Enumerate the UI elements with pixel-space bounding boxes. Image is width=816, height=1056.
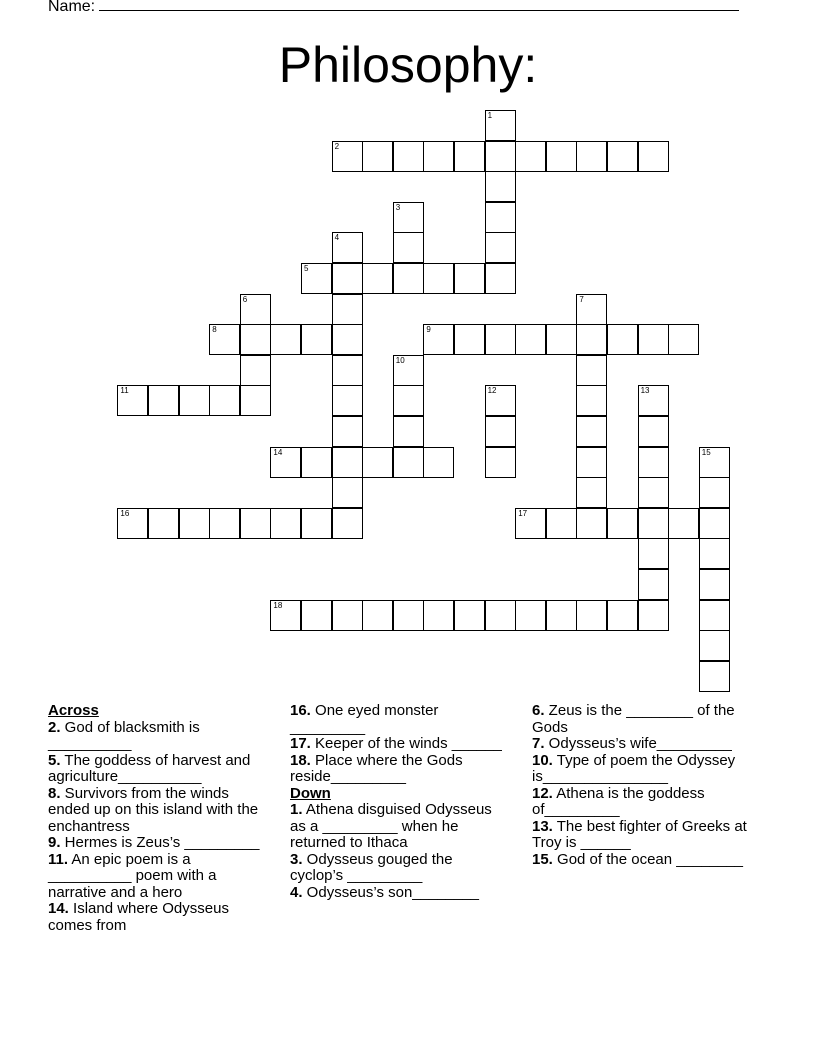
grid-cell[interactable] [332,416,363,447]
grid-cell[interactable] [485,232,516,263]
grid-cell[interactable] [332,294,363,325]
grid-cell[interactable] [638,141,669,172]
cell-number: 16 [120,508,130,518]
cell-number: 15 [701,447,711,457]
grid-cell[interactable] [240,385,271,416]
grid-cell[interactable] [485,263,516,294]
cell-number: 13 [640,386,650,396]
grid-cell[interactable] [332,385,363,416]
across-header: Across [48,702,99,719]
grid-cell[interactable] [485,447,516,478]
grid-cell[interactable] [638,416,669,447]
clue-down-15: 15. God of the ocean ________ [532,850,744,868]
grid-cell[interactable] [270,324,301,355]
clue-down-10: 10. Type of poem the Odyssey is_______________ [532,751,736,785]
grid-cell[interactable] [240,294,271,325]
grid-cell[interactable] [423,141,454,172]
grid-cell[interactable] [515,508,546,539]
cell-number: 3 [395,202,401,212]
cell-number: 14 [273,447,283,457]
grid-cell[interactable] [638,508,669,539]
grid-cell[interactable] [485,385,516,416]
grid-cell[interactable] [117,385,148,416]
grid-cell[interactable] [638,324,669,355]
grid-cell[interactable] [332,355,363,386]
clue-down-3: 3. Odysseus gouged the cyclop’s _________ [290,850,453,884]
clue-across-14: 14. Island where Odysseus comes from [48,900,229,934]
grid-cell[interactable] [546,508,577,539]
grid-cell[interactable] [485,416,516,447]
name-label: Name: [48,0,96,15]
clue-down-12: 12. Athena is the goddess of_________ [532,784,705,818]
grid-cell[interactable] [240,508,271,539]
grid-cell[interactable] [393,232,424,263]
grid-cell[interactable] [393,263,424,294]
cell-number: 9 [426,325,431,335]
clue-across-16: 16. One eyed monster _________ [290,702,439,736]
cell-number: 18 [273,600,283,610]
grid-cell[interactable] [423,263,454,294]
clue-across-8: 8. Survivors from the winds ended up on this island with the enchantress [48,784,259,835]
clue-column-2 [290,703,505,901]
grid-cell[interactable] [576,294,607,325]
grid-cell[interactable] [332,324,363,355]
clue-column-1 [48,703,273,934]
grid-cell[interactable] [393,447,424,478]
grid-cell[interactable] [393,141,424,172]
grid-cell[interactable] [332,263,363,294]
grid-cell[interactable] [638,447,669,478]
cell-number: 7 [579,294,584,304]
cell-number: 1 [487,111,493,120]
grid-cell[interactable] [423,324,454,355]
grid-cell[interactable] [699,569,730,600]
cell-number: 10 [395,355,405,365]
grid-cell[interactable] [576,600,607,631]
grid-cell[interactable] [485,171,516,202]
grid-cell[interactable] [423,600,454,631]
grid-cell[interactable] [179,508,210,539]
grid-cell[interactable] [607,141,638,172]
clue-column-3 [532,703,762,868]
grid-cell[interactable] [301,447,332,478]
cell-number: 5 [304,264,309,273]
clue-across-11: 11. An epic poem is a __________ poem with a narrative and a hero [48,850,217,901]
grid-cell[interactable] [699,600,730,631]
grid-cell[interactable] [699,538,730,569]
grid-cell[interactable] [362,141,393,172]
grid-cell[interactable] [515,600,546,631]
down-header: Down [290,784,331,802]
grid-cell[interactable] [485,110,516,141]
grid-cell[interactable] [699,508,730,539]
grid-cell[interactable] [240,324,271,355]
grid-cell[interactable] [332,477,363,508]
grid-cell[interactable] [454,141,485,172]
grid-cell[interactable] [209,508,240,539]
grid-cell[interactable] [576,447,607,478]
grid-cell[interactable] [179,385,210,416]
grid-cell[interactable] [699,630,730,661]
clue-down-1: 1. Athena disguised Odysseus as a _________ when he returned to Ithaca [290,801,492,851]
grid-cell[interactable] [332,447,363,478]
grid-cell[interactable] [515,141,546,172]
grid-cell[interactable] [270,508,301,539]
grid-cell[interactable] [638,569,669,600]
grid-cell[interactable] [576,141,607,172]
grid-cell[interactable] [301,508,332,539]
grid-cell[interactable] [576,324,607,355]
grid-cell[interactable] [699,447,730,478]
clue-across-17: 17. Keeper of the winds ______ [290,735,502,752]
grid-cell[interactable] [485,141,516,172]
grid-cell[interactable] [454,263,485,294]
cell-number: 2 [334,141,340,151]
grid-cell[interactable] [485,202,516,233]
grid-cell[interactable] [332,600,363,631]
grid-cell[interactable] [393,202,424,233]
grid-cell[interactable] [270,600,301,631]
grid-cell[interactable] [423,447,454,478]
cell-number: 11 [120,386,129,396]
grid-cell[interactable] [576,385,607,416]
grid-cell[interactable] [148,385,179,416]
grid-cell[interactable] [148,508,179,539]
clue-down-6: 6. Zeus is the ________ of the Gods [532,702,735,736]
cell-number: 6 [242,294,248,304]
grid-cell[interactable] [699,661,730,692]
clue-across-5: 5. The goddess of harvest and agriculture__________ [48,751,251,785]
page-title: Philosophy: [278,37,538,93]
grid-cell[interactable] [454,600,485,631]
clue-across-18: 18. Place where the Gods reside_________ [290,751,463,785]
grid-cell[interactable] [607,324,638,355]
grid-cell[interactable] [668,324,699,355]
grid-cell[interactable] [546,324,577,355]
clue-across-2: 2. God of blacksmith is __________ [48,718,200,752]
grid-cell[interactable] [638,600,669,631]
grid-cell[interactable] [301,263,332,294]
grid-cell[interactable] [362,600,393,631]
grid-cell[interactable] [699,477,730,508]
grid-cell[interactable] [270,447,301,478]
grid-cell[interactable] [117,508,148,539]
grid-cell[interactable] [668,508,699,539]
grid-cell[interactable] [485,600,516,631]
grid-cell[interactable] [485,324,516,355]
grid-cell[interactable] [454,324,485,355]
clue-down-13: 13. The best fighter of Greeks at Troy is ______ [532,817,747,851]
cell-number: 4 [334,233,340,243]
grid-cell[interactable] [515,324,546,355]
grid-cell[interactable] [607,600,638,631]
grid-cell[interactable] [332,508,363,539]
grid-cell[interactable] [393,385,424,416]
grid-cell[interactable] [332,141,363,172]
grid-cell[interactable] [209,385,240,416]
cell-number: 8 [212,325,217,335]
grid-cell[interactable] [301,324,332,355]
grid-cell[interactable] [546,600,577,631]
grid-cell[interactable] [638,538,669,569]
grid-cell[interactable] [607,508,638,539]
grid-cell[interactable] [546,141,577,172]
grid-cell[interactable] [301,600,332,631]
grid-cell[interactable] [240,355,271,386]
grid-cell[interactable] [393,600,424,631]
clue-down-7: 7. Odysseus’s wife_________ [532,735,732,752]
grid-cell[interactable] [362,263,393,294]
grid-cell[interactable] [576,508,607,539]
grid-cell[interactable] [638,385,669,416]
cell-number: 17 [518,508,528,518]
grid-cell[interactable] [332,232,363,263]
grid-cell[interactable] [362,447,393,478]
grid-cell[interactable] [576,477,607,508]
cell-number: 12 [487,386,497,396]
grid-cell[interactable] [209,324,240,355]
grid-cell[interactable] [638,477,669,508]
grid-cell[interactable] [393,416,424,447]
grid-cell[interactable] [576,355,607,386]
clue-across-9: 9. Hermes is Zeus’s _________ [48,834,260,851]
clue-down-4: 4. Odysseus’s son________ [290,883,480,901]
grid-cell[interactable] [576,416,607,447]
grid-cell[interactable] [393,355,424,386]
